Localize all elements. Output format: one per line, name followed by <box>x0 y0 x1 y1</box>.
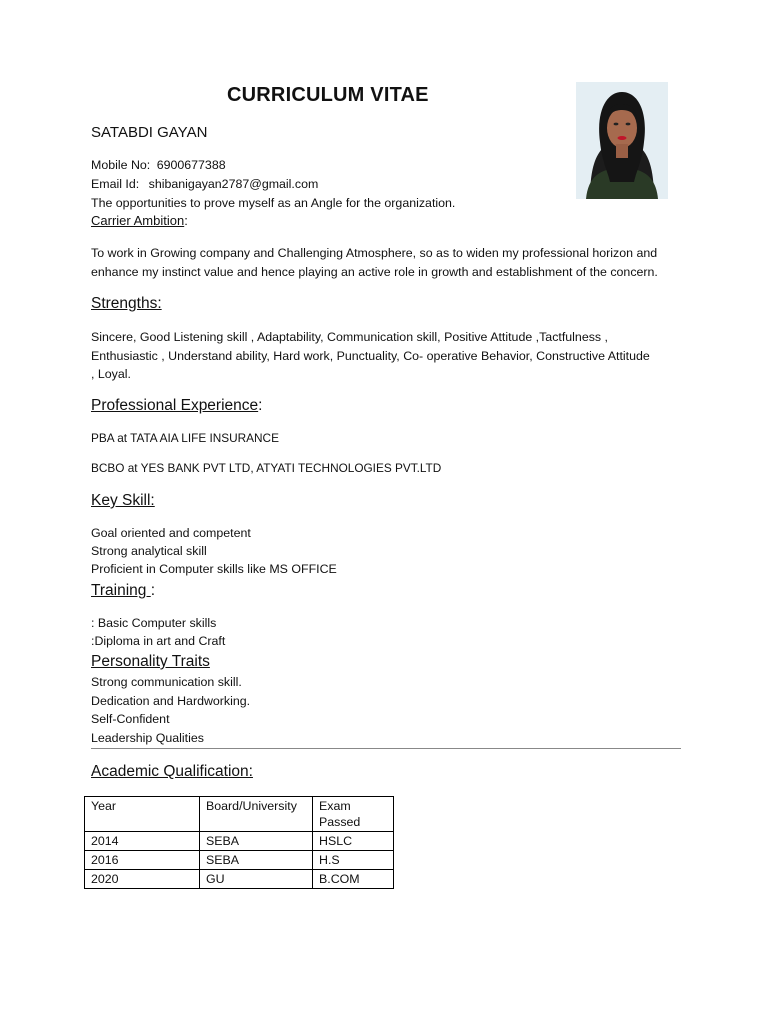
key-skill-item: Proficient in Computer skills like MS OFFICE <box>91 562 337 576</box>
experience-heading-text: Professional Experience <box>91 397 259 414</box>
email-label: Email Id: <box>91 177 140 191</box>
training-item: : Basic Computer skills <box>91 616 217 630</box>
training-heading-suffix: : <box>150 582 156 599</box>
experience-heading <box>91 397 262 415</box>
table-row <box>85 870 394 889</box>
training-item: :Diploma in art and Craft <box>91 634 226 648</box>
table-row <box>85 832 394 851</box>
experience-item: PBA at TATA AIA LIFE INSURANCE <box>91 431 279 445</box>
candidate-name: SATABDI GAYAN <box>91 124 208 141</box>
carrier-ambition-heading-suffix: : <box>184 213 188 228</box>
table-cell: SEBA <box>200 851 313 870</box>
table-header-cell: Year <box>85 797 200 832</box>
table-header-cell: Board/University <box>200 797 313 832</box>
table-header-row <box>85 797 394 832</box>
personality-item: Self-Confident <box>91 712 170 726</box>
mobile-line <box>91 158 226 172</box>
table-row <box>85 851 394 870</box>
carrier-ambition-heading <box>91 213 188 228</box>
personality-item: Dedication and Hardworking. <box>91 694 251 708</box>
table-header-cell: Exam Passed <box>313 797 394 832</box>
training-heading-text: Training <box>91 582 151 599</box>
training-heading <box>91 582 155 600</box>
key-skill-item: Strong analytical skill <box>91 544 207 558</box>
experience-item: BCBO at YES BANK PVT LTD, ATYATI TECHNOLOGIES PVT.LTD <box>91 461 442 475</box>
profile-photo-image <box>576 82 668 199</box>
academic-table <box>84 796 394 889</box>
table-cell: SEBA <box>200 832 313 851</box>
table-cell: GU <box>200 870 313 889</box>
key-skill-item: Goal oriented and competent <box>91 526 251 540</box>
personality-item: Leadership Qualities <box>91 731 204 745</box>
email-address: shibanigayan2787@gmail.com <box>148 177 319 191</box>
table-cell: B.COM <box>313 870 394 889</box>
strengths-heading: Strengths: <box>91 295 162 312</box>
experience-heading-suffix: : <box>258 397 263 414</box>
email-line <box>91 177 318 191</box>
section-divider <box>91 748 681 749</box>
carrier-ambition-heading-text: Carrier Ambition <box>91 213 185 228</box>
objective-line: The opportunities to prove myself as an Angle for the organization. <box>91 196 456 210</box>
carrier-ambition-text: To work in Growing company and Challenging Atmosphere, so as to widen my professional horizon and enhance my instinct value and hence playing an active role in growth and establishment of the concern. <box>91 246 658 279</box>
strengths-text: Sincere, Good Listening skill , Adaptability, Communication skill, Positive Attitude ,Tactfulness , Enthusiastic , Understand ability, Hard work, Punctuality, Co- operative Behavior, Constructive Attitude , Loyal. <box>91 330 650 381</box>
personality-heading: Personality Traits <box>91 653 210 670</box>
mobile-number: 6900677388 <box>156 158 226 172</box>
table-cell: H.S <box>313 851 394 870</box>
document-title: CURRICULUM VITAE <box>227 84 429 106</box>
key-skill-heading: Key Skill: <box>91 492 155 509</box>
profile-photo <box>576 82 668 199</box>
mobile-label: Mobile No: <box>91 158 151 172</box>
academic-heading: Academic Qualification: <box>91 763 253 780</box>
table-cell: HSLC <box>313 832 394 851</box>
table-cell: 2016 <box>85 851 200 870</box>
personality-item: Strong communication skill. <box>91 675 242 689</box>
table-cell: 2014 <box>85 832 200 851</box>
table-cell: 2020 <box>85 870 200 889</box>
